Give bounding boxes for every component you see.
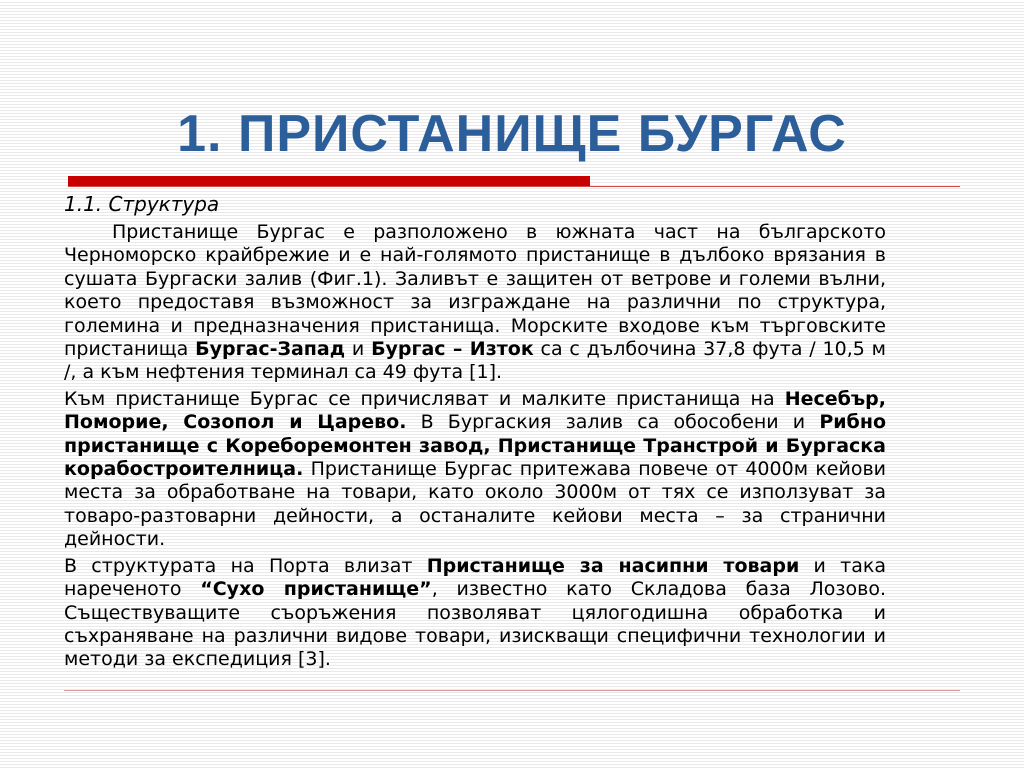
- paragraph-1-text: Пристанище Бургас е разположено в южната част на българското Черноморско крайбрежие и е най-голямото пристанище в дълбоко врязания в сушата Бургаски залив (Фиг.1). Заливът е защитен от ветрове и големи вълни, което предоставя възможност за изграждане на различни по структура, големина и предназначения пристанища. Морските входове към търговските пристанища: [64, 221, 886, 361]
- dry-port: “Сухо пристанище”: [200, 578, 432, 601]
- bottom-divider-line: [64, 690, 960, 691]
- paragraph-3-middle: и така нареченото: [64, 554, 886, 601]
- paragraph-3-text: В структурата на Порта влизат: [64, 554, 427, 577]
- paragraph-3-tail: , известно като Складова база Лозово. Съществуващите съоръжения позволяват цялогодишна обработка и съхраняване на различни видове товари, изискващи специфични технологии и методи за експедиция [3].: [64, 578, 887, 671]
- paragraph-2-text: Към пристанище Бургас се причисляват и малките пристанища на: [64, 387, 785, 410]
- port-burgas-west: Бургас-Запад: [195, 338, 346, 361]
- section-subheading: 1.1. Структура: [64, 192, 220, 216]
- paragraph-3: [64, 555, 886, 672]
- body-text: [64, 221, 886, 675]
- paragraph-1-conjunction: и: [345, 338, 372, 361]
- port-burgas-east: Бургас – Изток: [371, 338, 534, 361]
- paragraph-2-tail: Пристанище Бургас притежава повече от 4000м кейови места за обработване на товари, като около 3000м от тях се използуват за товаро-разтоварни дейности, а останалите кейови места – за странични дейности.: [64, 458, 886, 551]
- paragraph-2-middle: В Бургаския залив са обособени и: [406, 411, 820, 434]
- paragraph-2: [64, 388, 886, 552]
- title-divider-line: [68, 186, 960, 187]
- small-ports-list: Несебър, Поморие, Созопол и Царево.: [64, 387, 886, 434]
- paragraph-1-tail: са с дълбочина 37,8 фута / 10,5 м /, а към нефтения терминал са 49 фута [1].: [64, 338, 886, 384]
- bulk-cargo-port: Пристанище за насипни товари: [426, 554, 800, 577]
- separate-ports-list: Рибно пристанище с Кореборемонтен завод, Пристанище Транстрой и Бургаска корабостроителница.: [64, 411, 886, 481]
- paragraph-1: [64, 221, 886, 385]
- slide-title: 1. ПРИСТАНИЩЕ БУРГАС: [177, 105, 847, 163]
